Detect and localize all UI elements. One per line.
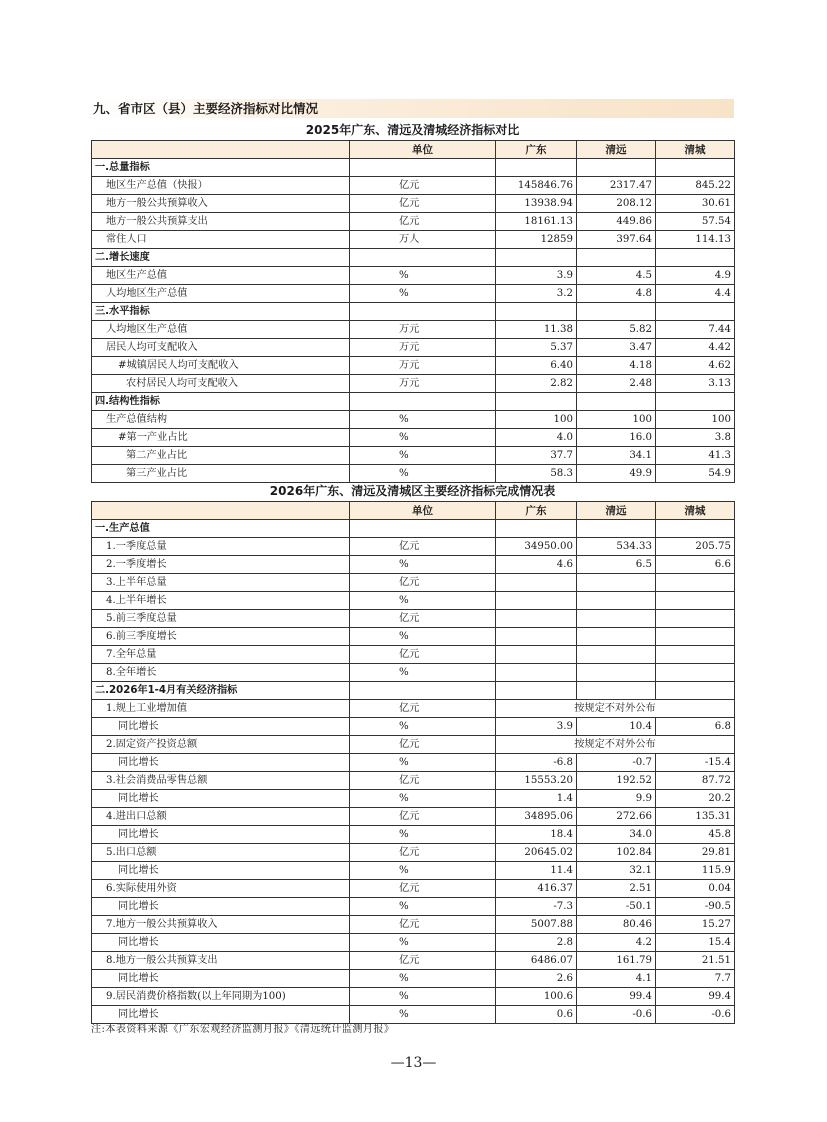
value-qingcheng: 45.8 xyxy=(656,826,735,844)
header-qingyuan: 清远 xyxy=(577,141,656,159)
value-qingyuan: -0.7 xyxy=(577,754,656,772)
empty-cell xyxy=(496,249,577,267)
empty-cell xyxy=(577,682,656,700)
value-qingyuan: 4.18 xyxy=(577,357,656,375)
value-qingyuan: 208.12 xyxy=(577,195,656,213)
indicator-label: #城镇居民人均可支配收入 xyxy=(92,357,350,375)
value-qingcheng: 3.13 xyxy=(656,375,735,393)
header-row xyxy=(92,141,735,159)
empty-cell xyxy=(496,303,577,321)
indicator-label: 9.居民消费价格指数(以上年同期为100) xyxy=(92,988,350,1006)
header-unit: 单位 xyxy=(350,502,496,520)
value-qingyuan: 5.82 xyxy=(577,321,656,339)
indicator-label: 7.全年总量 xyxy=(92,646,350,664)
category-label: 一.总量指标 xyxy=(92,159,350,177)
empty-cell xyxy=(656,249,735,267)
unit-cell: 亿元 xyxy=(350,213,496,231)
indicator-label: 居民人均可支配收入 xyxy=(92,339,350,357)
unit-cell: % xyxy=(350,790,496,808)
table-row xyxy=(92,610,735,628)
value-qingcheng xyxy=(656,592,735,610)
table-row xyxy=(92,754,735,772)
unit-cell: 亿元 xyxy=(350,880,496,898)
value-qingyuan xyxy=(577,664,656,682)
unit-cell: % xyxy=(350,970,496,988)
value-qingyuan: 34.0 xyxy=(577,826,656,844)
empty-cell xyxy=(577,159,656,177)
empty-cell xyxy=(577,303,656,321)
value-qingcheng: 15.27 xyxy=(656,916,735,934)
empty-cell xyxy=(577,520,656,538)
unit-cell: % xyxy=(350,429,496,447)
table-row xyxy=(92,916,735,934)
table-row xyxy=(92,357,735,375)
unit-cell: 亿元 xyxy=(350,538,496,556)
table-row xyxy=(92,465,735,483)
value-guangdong: -6.8 xyxy=(496,754,577,772)
indicator-label: 农村居民人均可支配收入 xyxy=(92,375,350,393)
indicator-label: 同比增长 xyxy=(92,898,350,916)
value-qingyuan: 534.33 xyxy=(577,538,656,556)
unit-cell: % xyxy=(350,934,496,952)
category-row xyxy=(92,682,735,700)
empty-cell xyxy=(350,682,496,700)
header-qingcheng: 清城 xyxy=(656,502,735,520)
value-qingyuan: 10.4 xyxy=(577,718,656,736)
table-row xyxy=(92,646,735,664)
value-qingcheng: 20.2 xyxy=(656,790,735,808)
table-row xyxy=(92,700,735,718)
value-qingcheng: 21.51 xyxy=(656,952,735,970)
unit-cell: % xyxy=(350,988,496,1006)
value-guangdong: 3.9 xyxy=(496,267,577,285)
unit-cell: 亿元 xyxy=(350,700,496,718)
indicator-label: 地区生产总值 xyxy=(92,267,350,285)
table-row xyxy=(92,898,735,916)
value-guangdong: 2.82 xyxy=(496,375,577,393)
value-qingyuan xyxy=(577,646,656,664)
value-qingyuan: 397.64 xyxy=(577,231,656,249)
indicator-label: 同比增长 xyxy=(92,862,350,880)
table-row xyxy=(92,429,735,447)
value-guangdong: 12859 xyxy=(496,231,577,249)
unit-cell: % xyxy=(350,718,496,736)
unit-cell: 亿元 xyxy=(350,177,496,195)
indicator-label: 3.社会消费品零售总额 xyxy=(92,772,350,790)
empty-cell xyxy=(656,682,735,700)
empty-cell xyxy=(496,393,577,411)
value-qingyuan: 161.79 xyxy=(577,952,656,970)
category-row xyxy=(92,303,735,321)
value-qingyuan: -0.6 xyxy=(577,1006,656,1024)
unit-cell: % xyxy=(350,592,496,610)
table-row xyxy=(92,231,735,249)
value-qingcheng: -90.5 xyxy=(656,898,735,916)
table-row xyxy=(92,988,735,1006)
value-qingcheng: 41.3 xyxy=(656,447,735,465)
table-row xyxy=(92,934,735,952)
header-guangdong: 广东 xyxy=(496,502,577,520)
table2-indicator-completion-2026 xyxy=(91,501,735,1024)
value-qingcheng: 4.62 xyxy=(656,357,735,375)
table-row xyxy=(92,826,735,844)
empty-cell xyxy=(656,159,735,177)
indicator-label: 人均地区生产总值 xyxy=(92,321,350,339)
value-guangdong: 15553.20 xyxy=(496,772,577,790)
value-qingyuan: 6.5 xyxy=(577,556,656,574)
indicator-label: 人均地区生产总值 xyxy=(92,285,350,303)
value-qingcheng: 7.7 xyxy=(656,970,735,988)
unit-cell: 亿元 xyxy=(350,574,496,592)
value-qingyuan: 4.1 xyxy=(577,970,656,988)
header-indicator xyxy=(92,141,350,159)
unit-cell: % xyxy=(350,826,496,844)
value-qingcheng: 4.42 xyxy=(656,339,735,357)
indicator-label: 8.地方一般公共预算支出 xyxy=(92,952,350,970)
indicator-label: 地方一般公共预算收入 xyxy=(92,195,350,213)
table-row xyxy=(92,880,735,898)
indicator-label: 同比增长 xyxy=(92,718,350,736)
unit-cell: 亿元 xyxy=(350,772,496,790)
unit-cell: 亿元 xyxy=(350,610,496,628)
indicator-label: 2.固定资产投资总额 xyxy=(92,736,350,754)
unit-cell: 万元 xyxy=(350,339,496,357)
value-guangdong: 37.7 xyxy=(496,447,577,465)
header-row xyxy=(92,502,735,520)
value-qingcheng: 7.44 xyxy=(656,321,735,339)
category-label: 一.生产总值 xyxy=(92,520,350,538)
table1-title: 2025年广东、清远及清城经济指标对比 xyxy=(305,123,520,137)
empty-cell xyxy=(656,393,735,411)
table-row xyxy=(92,411,735,429)
indicator-label: 5.出口总额 xyxy=(92,844,350,862)
table-row xyxy=(92,213,735,231)
indicator-label: 4.上半年增长 xyxy=(92,592,350,610)
value-guangdong: 1.4 xyxy=(496,790,577,808)
value-guangdong: 11.38 xyxy=(496,321,577,339)
empty-cell xyxy=(577,249,656,267)
value-qingyuan: 32.1 xyxy=(577,862,656,880)
value-guangdong: 18.4 xyxy=(496,826,577,844)
empty-cell xyxy=(656,520,735,538)
table-row xyxy=(92,195,735,213)
value-qingyuan: 272.66 xyxy=(577,808,656,826)
unit-cell: 万元 xyxy=(350,321,496,339)
unit-cell: 万元 xyxy=(350,375,496,393)
unit-cell: 亿元 xyxy=(350,736,496,754)
indicator-label: 1.规上工业增加值 xyxy=(92,700,350,718)
header-indicator xyxy=(92,502,350,520)
empty-cell xyxy=(350,393,496,411)
value-qingyuan: 99.4 xyxy=(577,988,656,1006)
indicator-label: 第三产业占比 xyxy=(92,465,350,483)
empty-cell xyxy=(496,682,577,700)
value-guangdong: -7.3 xyxy=(496,898,577,916)
value-guangdong: 13938.94 xyxy=(496,195,577,213)
value-guangdong: 145846.76 xyxy=(496,177,577,195)
indicator-label: 常住人口 xyxy=(92,231,350,249)
empty-cell xyxy=(577,393,656,411)
value-guangdong: 3.2 xyxy=(496,285,577,303)
value-qingcheng: 6.6 xyxy=(656,556,735,574)
table-row xyxy=(92,285,735,303)
category-label: 四.结构性指标 xyxy=(92,393,350,411)
table-row xyxy=(92,736,735,754)
value-guangdong xyxy=(496,574,577,592)
value-qingcheng: 3.8 xyxy=(656,429,735,447)
section-title: 九、省市区（县）主要经济指标对比情况 xyxy=(91,99,734,118)
table-row xyxy=(92,844,735,862)
value-qingyuan: -50.1 xyxy=(577,898,656,916)
empty-cell xyxy=(496,159,577,177)
value-guangdong: 5007.88 xyxy=(496,916,577,934)
indicator-label: 同比增长 xyxy=(92,754,350,772)
value-guangdong: 34950.00 xyxy=(496,538,577,556)
value-qingyuan: 80.46 xyxy=(577,916,656,934)
value-qingyuan xyxy=(577,574,656,592)
value-qingyuan: 100 xyxy=(577,411,656,429)
unit-cell: % xyxy=(350,754,496,772)
unit-cell: 亿元 xyxy=(350,808,496,826)
table-row xyxy=(92,321,735,339)
value-guangdong: 11.4 xyxy=(496,862,577,880)
table-row xyxy=(92,772,735,790)
category-row xyxy=(92,159,735,177)
empty-cell xyxy=(350,520,496,538)
indicator-label: 第二产业占比 xyxy=(92,447,350,465)
value-qingyuan: 4.8 xyxy=(577,285,656,303)
unit-cell: % xyxy=(350,628,496,646)
unit-cell: 亿元 xyxy=(350,916,496,934)
value-guangdong: 20645.02 xyxy=(496,844,577,862)
unit-cell: % xyxy=(350,898,496,916)
value-guangdong xyxy=(496,646,577,664)
category-label: 三.水平指标 xyxy=(92,303,350,321)
unit-cell: 万元 xyxy=(350,357,496,375)
indicator-label: 6.实际使用外资 xyxy=(92,880,350,898)
table1-economic-comparison-2025 xyxy=(91,140,735,483)
header-qingcheng: 清城 xyxy=(656,141,735,159)
value-qingcheng xyxy=(656,610,735,628)
empty-cell xyxy=(350,159,496,177)
indicator-label: 地区生产总值（快报） xyxy=(92,177,350,195)
value-qingcheng xyxy=(656,664,735,682)
category-row xyxy=(92,520,735,538)
value-guangdong: 6486.07 xyxy=(496,952,577,970)
value-guangdong: 58.3 xyxy=(496,465,577,483)
value-qingcheng xyxy=(656,646,735,664)
unit-cell: % xyxy=(350,1006,496,1024)
indicator-label: 同比增长 xyxy=(92,826,350,844)
indicator-label: 同比增长 xyxy=(92,1006,350,1024)
value-qingyuan: 2.51 xyxy=(577,880,656,898)
unit-cell: 万人 xyxy=(350,231,496,249)
table-row xyxy=(92,339,735,357)
unit-cell: % xyxy=(350,267,496,285)
value-guangdong xyxy=(496,592,577,610)
unit-cell: 亿元 xyxy=(350,646,496,664)
category-row xyxy=(92,393,735,411)
value-qingyuan: 49.9 xyxy=(577,465,656,483)
page-number: —13— xyxy=(390,1055,437,1071)
unit-cell: % xyxy=(350,285,496,303)
indicator-label: 同比增长 xyxy=(92,790,350,808)
value-qingyuan: 102.84 xyxy=(577,844,656,862)
value-guangdong: 18161.13 xyxy=(496,213,577,231)
header-qingyuan: 清远 xyxy=(577,502,656,520)
empty-cell xyxy=(656,303,735,321)
value-guangdong: 4.0 xyxy=(496,429,577,447)
value-qingcheng xyxy=(656,628,735,646)
value-guangdong: 3.9 xyxy=(496,718,577,736)
indicator-label: 2.一季度增长 xyxy=(92,556,350,574)
table-row xyxy=(92,862,735,880)
unpublished-note: 按规定不对外公布 xyxy=(496,700,735,718)
header-guangdong: 广东 xyxy=(496,141,577,159)
indicator-label: 地方一般公共预算支出 xyxy=(92,213,350,231)
value-qingyuan xyxy=(577,610,656,628)
table-row xyxy=(92,267,735,285)
unit-cell: 亿元 xyxy=(350,952,496,970)
table-row xyxy=(92,970,735,988)
value-qingcheng: 0.04 xyxy=(656,880,735,898)
unit-cell: % xyxy=(350,664,496,682)
header-unit: 单位 xyxy=(350,141,496,159)
indicator-label: 3.上半年总量 xyxy=(92,574,350,592)
value-guangdong: 100.6 xyxy=(496,988,577,1006)
unit-cell: % xyxy=(350,556,496,574)
table-row xyxy=(92,628,735,646)
table2-title: 2026年广东、清远及清城区主要经济指标完成情况表 xyxy=(269,484,556,498)
indicator-label: 7.地方一般公共预算收入 xyxy=(92,916,350,934)
indicator-label: 生产总值结构 xyxy=(92,411,350,429)
value-qingcheng: 87.72 xyxy=(656,772,735,790)
value-qingyuan xyxy=(577,592,656,610)
indicator-label: 6.前三季度增长 xyxy=(92,628,350,646)
table-row xyxy=(92,177,735,195)
value-qingcheng: 30.61 xyxy=(656,195,735,213)
value-guangdong: 34895.06 xyxy=(496,808,577,826)
value-guangdong: 2.6 xyxy=(496,970,577,988)
table-row xyxy=(92,952,735,970)
value-guangdong: 5.37 xyxy=(496,339,577,357)
category-row xyxy=(92,249,735,267)
table-row xyxy=(92,574,735,592)
unit-cell: % xyxy=(350,447,496,465)
value-guangdong xyxy=(496,610,577,628)
value-guangdong: 4.6 xyxy=(496,556,577,574)
empty-cell xyxy=(350,303,496,321)
table-row xyxy=(92,447,735,465)
value-guangdong: 416.37 xyxy=(496,880,577,898)
indicator-label: 同比增长 xyxy=(92,970,350,988)
indicator-label: #第一产业占比 xyxy=(92,429,350,447)
empty-cell xyxy=(496,520,577,538)
table-row xyxy=(92,556,735,574)
value-qingyuan: 192.52 xyxy=(577,772,656,790)
value-qingcheng xyxy=(656,574,735,592)
value-qingyuan: 16.0 xyxy=(577,429,656,447)
value-guangdong xyxy=(496,664,577,682)
value-qingcheng: 205.75 xyxy=(656,538,735,556)
value-qingyuan: 4.2 xyxy=(577,934,656,952)
table-row xyxy=(92,592,735,610)
empty-cell xyxy=(350,249,496,267)
table-row xyxy=(92,375,735,393)
value-qingcheng: 4.4 xyxy=(656,285,735,303)
value-guangdong xyxy=(496,628,577,646)
category-label: 二.增长速度 xyxy=(92,249,350,267)
value-qingcheng: 115.9 xyxy=(656,862,735,880)
category-label: 二.2026年1-4月有关经济指标 xyxy=(92,682,350,700)
unit-cell: % xyxy=(350,411,496,429)
value-qingcheng: 114.13 xyxy=(656,231,735,249)
value-qingyuan: 34.1 xyxy=(577,447,656,465)
value-qingcheng: 54.9 xyxy=(656,465,735,483)
value-qingcheng: -0.6 xyxy=(656,1006,735,1024)
table-row xyxy=(92,808,735,826)
unpublished-note: 按规定不对外公布 xyxy=(496,736,735,754)
value-qingyuan xyxy=(577,628,656,646)
value-qingyuan: 2317.47 xyxy=(577,177,656,195)
value-qingyuan: 4.5 xyxy=(577,267,656,285)
value-qingcheng: 100 xyxy=(656,411,735,429)
value-qingyuan: 9.9 xyxy=(577,790,656,808)
value-guangdong: 100 xyxy=(496,411,577,429)
value-qingcheng: 6.8 xyxy=(656,718,735,736)
table-row xyxy=(92,790,735,808)
table-row xyxy=(92,538,735,556)
value-qingcheng: 99.4 xyxy=(656,988,735,1006)
indicator-label: 8.全年增长 xyxy=(92,664,350,682)
value-qingyuan: 449.86 xyxy=(577,213,656,231)
indicator-label: 1.一季度总量 xyxy=(92,538,350,556)
value-guangdong: 0.6 xyxy=(496,1006,577,1024)
value-qingcheng: 57.54 xyxy=(656,213,735,231)
indicator-label: 4.进出口总额 xyxy=(92,808,350,826)
value-guangdong: 6.40 xyxy=(496,357,577,375)
value-qingcheng: 4.9 xyxy=(656,267,735,285)
unit-cell: 亿元 xyxy=(350,844,496,862)
value-qingyuan: 3.47 xyxy=(577,339,656,357)
unit-cell: % xyxy=(350,862,496,880)
value-qingcheng: 135.31 xyxy=(656,808,735,826)
source-note: 注:本表资料来源《广东宏观经济监测月报》《清远统计监测月报》 xyxy=(91,1024,395,1035)
indicator-label: 5.前三季度总量 xyxy=(92,610,350,628)
value-qingyuan: 2.48 xyxy=(577,375,656,393)
unit-cell: % xyxy=(350,465,496,483)
value-guangdong: 2.8 xyxy=(496,934,577,952)
value-qingcheng: 845.22 xyxy=(656,177,735,195)
table-row xyxy=(92,664,735,682)
table-row xyxy=(92,718,735,736)
value-qingcheng: 29.81 xyxy=(656,844,735,862)
value-qingcheng: 15.4 xyxy=(656,934,735,952)
value-qingcheng: -15.4 xyxy=(656,754,735,772)
unit-cell: 亿元 xyxy=(350,195,496,213)
indicator-label: 同比增长 xyxy=(92,934,350,952)
